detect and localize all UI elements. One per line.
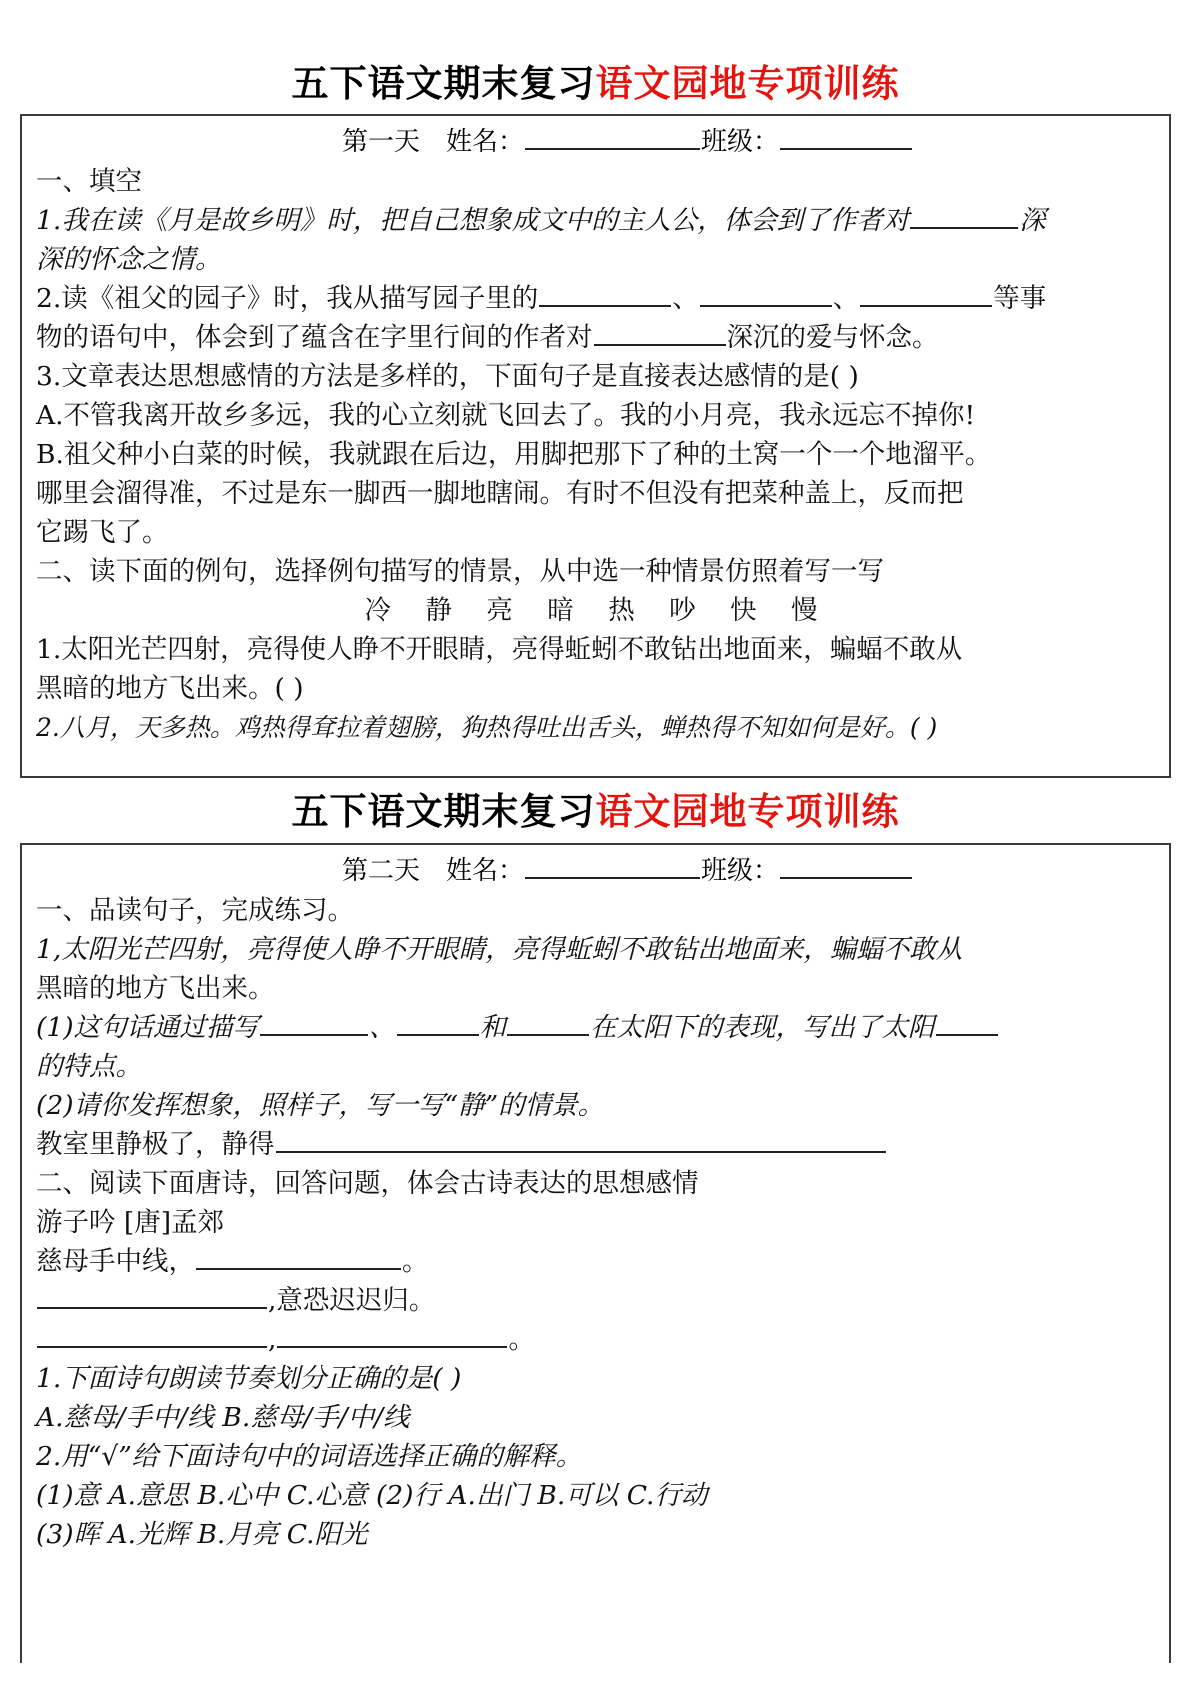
poem-question-1-options[interactable]: A.慈母/手中/线 B.慈母/手/中/线 xyxy=(36,1402,410,1433)
day-label-2: 第二天 xyxy=(341,856,420,886)
sub-q1-blank-3[interactable] xyxy=(507,1010,589,1036)
poem-question-2: 2.用“√”给下面诗句中的词语选择正确的解释。 xyxy=(36,1441,583,1472)
name-blank-2[interactable] xyxy=(525,853,700,879)
poem-blank-1[interactable] xyxy=(196,1244,401,1270)
sub-q1-blank-4[interactable] xyxy=(936,1010,998,1036)
question-2-line-1 xyxy=(36,279,1159,318)
sub-q2-blank[interactable] xyxy=(276,1127,886,1153)
poem-line-2-text: ,意恐迟迟归。 xyxy=(268,1285,436,1316)
poem-line-3-sep: , xyxy=(268,1324,277,1355)
poem-blank-4[interactable] xyxy=(277,1322,507,1348)
sub-q1-and: 和 xyxy=(479,1012,507,1043)
section-1-heading-day2: 一、品读句子，完成练习。 xyxy=(36,895,354,926)
example-1-line-2[interactable]: 黑暗的地方飞出来。( ) xyxy=(36,673,304,704)
title2-red-part: 语文园地专项训练 xyxy=(595,789,900,833)
poem-question-2-row-1[interactable]: (1)意 A.意思 B.心中 C.心意 (2)行 A.出门 B.可以 C.行动 xyxy=(36,1480,708,1511)
question-2-text: 2.读《祖父的园子》时，我从描写园子里的 xyxy=(36,283,539,314)
question-1-tail: 深 xyxy=(1019,205,1046,236)
poem-line-1-end: 。 xyxy=(402,1246,429,1277)
name-label-1: 姓名： xyxy=(445,127,524,157)
worksheet-box-day2 xyxy=(20,843,1171,1663)
poem-line-2 xyxy=(36,1281,1159,1320)
poem-title: 游子吟 [唐]孟郊 xyxy=(36,1207,225,1238)
q2-blank-1[interactable] xyxy=(539,281,671,307)
sub-question-1-line-1 xyxy=(36,1008,1159,1047)
q2-blank-3[interactable] xyxy=(860,281,992,307)
worksheet-box-day1 xyxy=(20,114,1171,778)
title-red-part: 语文园地专项训练 xyxy=(595,61,900,105)
question-1-text: 1.我在读《月是故乡明》时，把自己想象成文中的主人公，体会到了作者对 xyxy=(36,205,910,236)
section-1-heading-day1: 一、填空 xyxy=(36,166,142,197)
example-2-line[interactable]: 2.八月，天多热。鸡热得耷拉着翅膀，狗热得吐出舌头，蝉热得不知如何是好。( ) xyxy=(36,713,938,742)
sub-q1-sep: 、 xyxy=(369,1012,396,1043)
sub-question-2-prompt: (2)请你发挥想象，照样子，写一写“静”的情景。 xyxy=(36,1090,605,1121)
poem-question-2-row-2[interactable]: (3)晖 A.光辉 B.月亮 C.阳光 xyxy=(36,1519,368,1550)
sub-q1-text: (1)这句话通过描写 xyxy=(36,1012,260,1043)
poem-line-3-end: 。 xyxy=(508,1324,535,1355)
q2-blank-4[interactable] xyxy=(594,320,726,346)
poem-line-3 xyxy=(36,1320,1159,1359)
name-label-2: 姓名： xyxy=(445,856,524,886)
poem-line-1-text: 慈母手中线， xyxy=(36,1246,195,1277)
example-1-line-1: 1.太阳光芒四射，亮得使人睁不开眼睛，亮得蚯蚓不敢钻出地面来，蝙蝠不敢从 xyxy=(36,634,963,665)
sub-question-1-line-2: 的特点。 xyxy=(36,1051,142,1082)
section-2-heading-day1: 二、读下面的例句，选择例句描写的情景，从中选一种情景仿照着写一写 xyxy=(36,556,884,587)
sentence-1-line-1: 1,太阳光芒四射，亮得使人睁不开眼睛，亮得蚯蚓不敢钻出地面来，蝙蝠不敢从 xyxy=(36,934,963,965)
word-bank-day1: 冷 静 亮 暗 热 吵 快 慢 xyxy=(364,595,831,626)
question-3-option-b[interactable]: B.祖父种小白菜的时候，我就跟在后边，用脚把那下了种的土窝一个一个地溜平。 xyxy=(36,439,992,470)
q2-line2-text: 物的语句中，体会到了蕴含在字里行间的作者对 xyxy=(36,322,593,353)
sub-q1-blank-2[interactable] xyxy=(397,1010,479,1036)
page-title-day2 xyxy=(0,790,1191,833)
poem-line-1 xyxy=(36,1242,1159,1281)
q2-sep-2: 、 xyxy=(832,283,860,314)
sub-question-2-answer-line xyxy=(36,1125,1159,1164)
section-2-heading-day2: 二、阅读下面唐诗，回答问题，体会古诗表达的思想感情 xyxy=(36,1168,699,1199)
q2-sep-1: 、 xyxy=(672,283,699,314)
question-1-line-2: 深的怀念之情。 xyxy=(36,244,222,275)
title-black-part: 五下语文期末复习 xyxy=(291,61,596,105)
question-3-option-b-cont2: 它踢飞了。 xyxy=(36,517,169,548)
poem-question-1: 1.下面诗句朗读节奏划分正确的是( ) xyxy=(36,1363,462,1394)
class-label-1: 班级： xyxy=(701,127,780,157)
class-blank-1[interactable] xyxy=(780,124,912,150)
poem-blank-2[interactable] xyxy=(37,1283,267,1309)
sub-q2-text: 教室里静极了，静得 xyxy=(36,1129,275,1160)
poem-blank-3[interactable] xyxy=(37,1322,267,1348)
sub-q1-blank-1[interactable] xyxy=(260,1010,368,1036)
q2-tail: 等事 xyxy=(993,283,1047,314)
question-2-line-2 xyxy=(36,318,1159,357)
class-blank-2[interactable] xyxy=(780,853,912,879)
sheet2-header xyxy=(36,851,1159,891)
sheet1-header xyxy=(36,122,1159,162)
name-blank-1[interactable] xyxy=(525,124,700,150)
sub-q1-text2: 在太阳下的表现，写出了太阳 xyxy=(590,1012,935,1043)
day-label-1: 第一天 xyxy=(341,127,420,157)
page-title-day1 xyxy=(0,62,1191,105)
title2-black-part: 五下语文期末复习 xyxy=(291,789,596,833)
class-label-2: 班级： xyxy=(701,856,780,886)
question-3-stem: 3.文章表达思想感情的方法是多样的，下面句子是直接表达感情的是( ) xyxy=(36,361,859,392)
question-3-option-b-cont1: 哪里会溜得准，不过是东一脚西一脚地瞎闹。有时不但没有把菜种盖上，反而把 xyxy=(36,478,964,509)
q2-blank-2[interactable] xyxy=(700,281,832,307)
q1-blank-1[interactable] xyxy=(910,203,1018,229)
sentence-1-line-2: 黑暗的地方飞出来。 xyxy=(36,973,275,1004)
question-1-line-1 xyxy=(36,201,1159,240)
question-3-option-a[interactable]: A.不管我离开故乡多远，我的心立刻就飞回去了。我的小月亮，我永远忘不掉你! xyxy=(36,400,976,431)
q2-line2-tail: 深沉的爱与怀念。 xyxy=(726,322,939,353)
